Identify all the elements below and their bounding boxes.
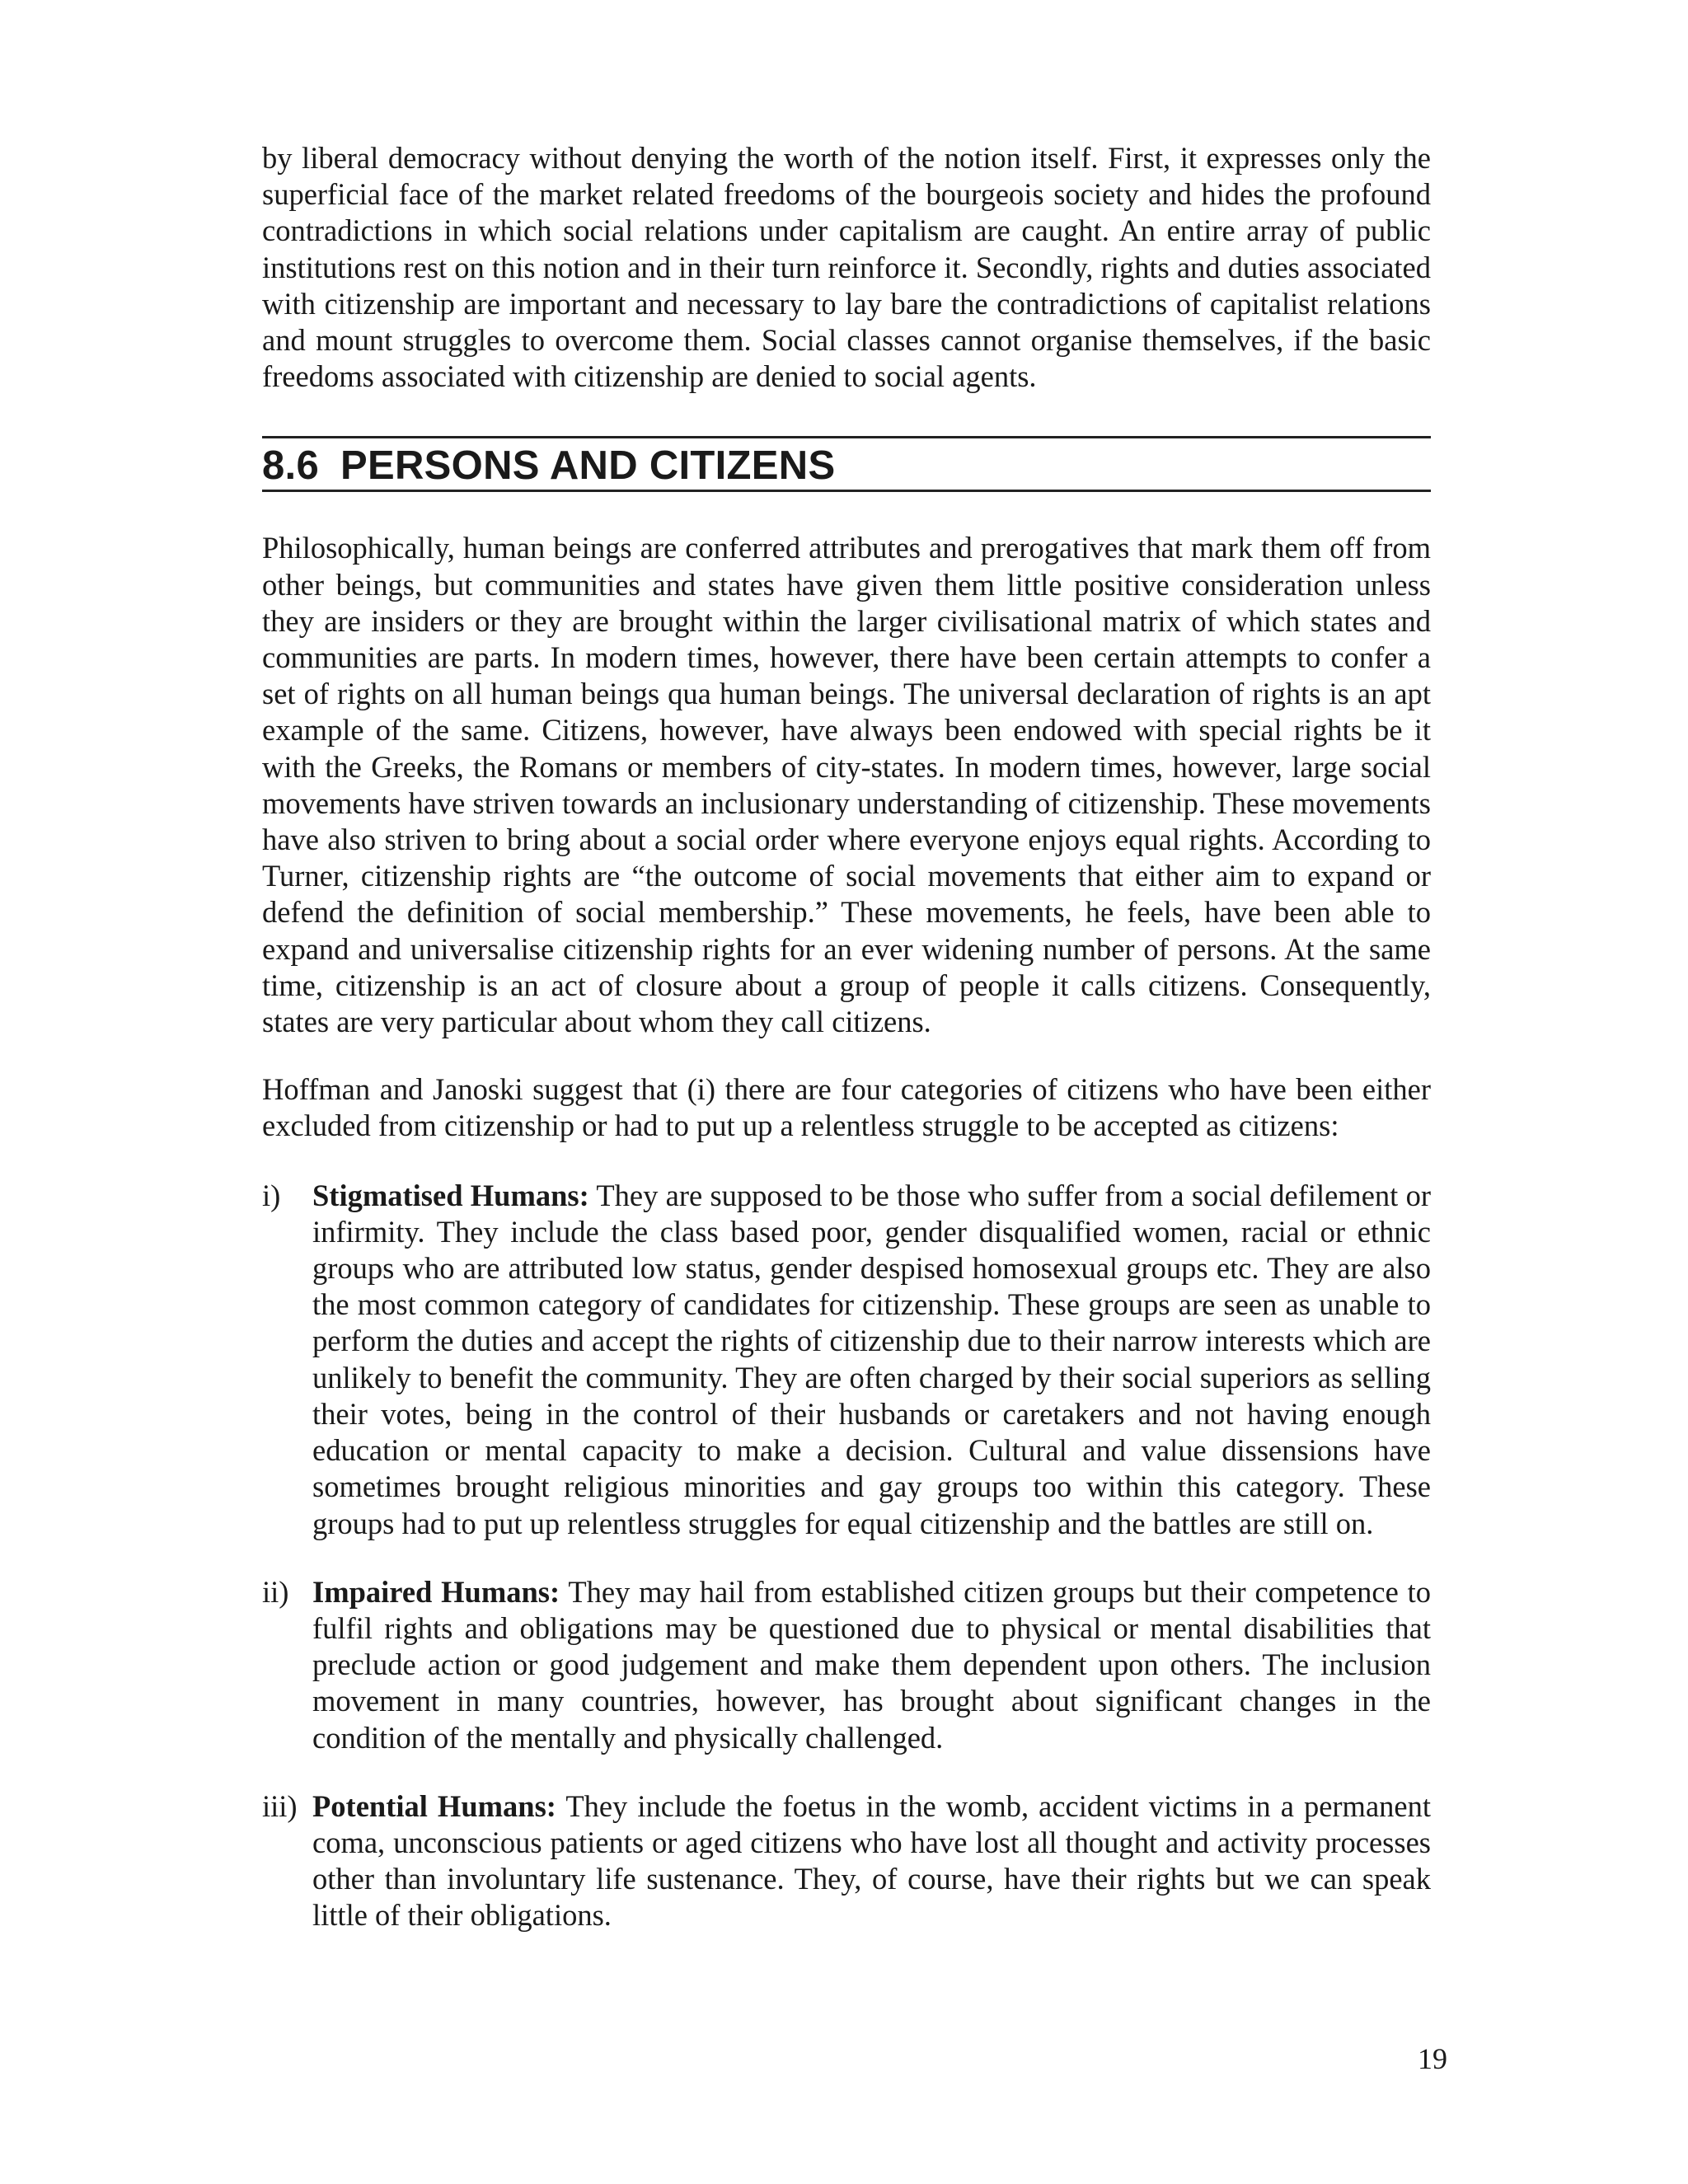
section-heading [262,436,1431,492]
list-item-title: Stigmatised Humans: [312,1178,589,1212]
category-list [262,1178,1431,1934]
section-title: PERSONS AND CITIZENS [340,443,836,489]
page-number: 19 [1418,2042,1447,2075]
list-item-text: They are supposed to be those who suffer from a social defilement or infirmity. They include the class based poor, gender disqualified women, racial or ethnic groups who are attributed low status, gender despised homosexual groups etc. They are also the most common category of candidates for citizenship. These groups are seen as unable to perform the duties and accept the rights of citizenship due to their narrow interests which are unlikely to benefit the community. They are often charged by their social superiors as selling their votes, being in the control of their husbands or caretakers and not having enough education or mental capacity to make a decision. Cultural and value dissensions have sometimes brought religious minorities and gay groups too within this category. These groups had to put up relentless struggles for equal citizenship and the battles are still on. [312,1178,1431,1540]
list-marker: iii) [262,1788,298,1823]
list-marker: ii) [262,1574,289,1609]
page-content [262,140,1431,1966]
list-item [262,1178,1431,1542]
list-item-title: Potential Humans: [312,1788,556,1823]
list-item-text: They may hail from established citizen groups but their competence to fulfil rights and obligations may be questioned due to physical or mental disabilities that preclude action or good judgement and make them dependent upon others. The inclusion movement in many countries, however, has brought about significant changes in the condition of the mentally and physically challenged. [312,1574,1431,1755]
intro-paragraph: by liberal democracy without denying the worth of the notion itself. First, it expresses only the superficial face of the market related freedoms of the bourgeois society and hides the profound contradictions in which social relations under capitalism are caught. An entire array of public institutions rest on this notion and in their turn reinforce it. Secondly, rights and duties associated with citizenship are important and necessary to lay bare the contradictions of capitalist relations and mount struggles to overcome them. Social classes cannot organise themselves, if the basic freedoms associated with citizenship are denied to social agents. [262,141,1431,394]
list-item-text: They include the foetus in the womb, accident victims in a permanent coma, unconscious patients or aged citizens who have lost all thought and activity processes other than involuntary life sustenance. They, of course, have their rights but we can speak little of their obligations. [312,1788,1431,1933]
list-item [262,1574,1431,1756]
list-item [262,1788,1431,1934]
list-marker: i) [262,1178,281,1212]
body-paragraph-2: Hoffman and Janoski suggest that (i) there are four categories of citizens who have been either excluded from citizenship or had to put up a relentless struggle to be accepted as citizens: [262,1072,1431,1143]
list-item-title: Impaired Humans: [312,1574,560,1609]
section-number: 8.6 [262,443,320,489]
body-paragraph-1: Philosophically, human beings are conferred attributes and prerogatives that mark them off from other beings, but communities and states have given them little positive consideration unless they are insiders or they are brought within the larger civilisational matrix of which states and communities are parts. In modern times, however, there have been certain attempts to confer a set of rights on all human beings qua human beings. The universal declaration of rights is an apt example of the same. Citizens, however, have always been endowed with special rights be it with the Greeks, the Romans or members of city-states. In modern times, however, large social movements have striven towards an inclusionary understanding of citizenship. These movements have also striven to bring about a social order where everyone enjoys equal rights. According to Turner, citizenship rights are “the outcome of social movements that either aim to expand or defend the definition of social membership.” These movements, he feels, have been able to expand and universalise citizenship rights for an ever widening number of persons. At the same time, citizenship is an act of closure about a group of people it calls citizens. Consequently, states are very particular about whom they call citizens. [262,531,1431,1039]
